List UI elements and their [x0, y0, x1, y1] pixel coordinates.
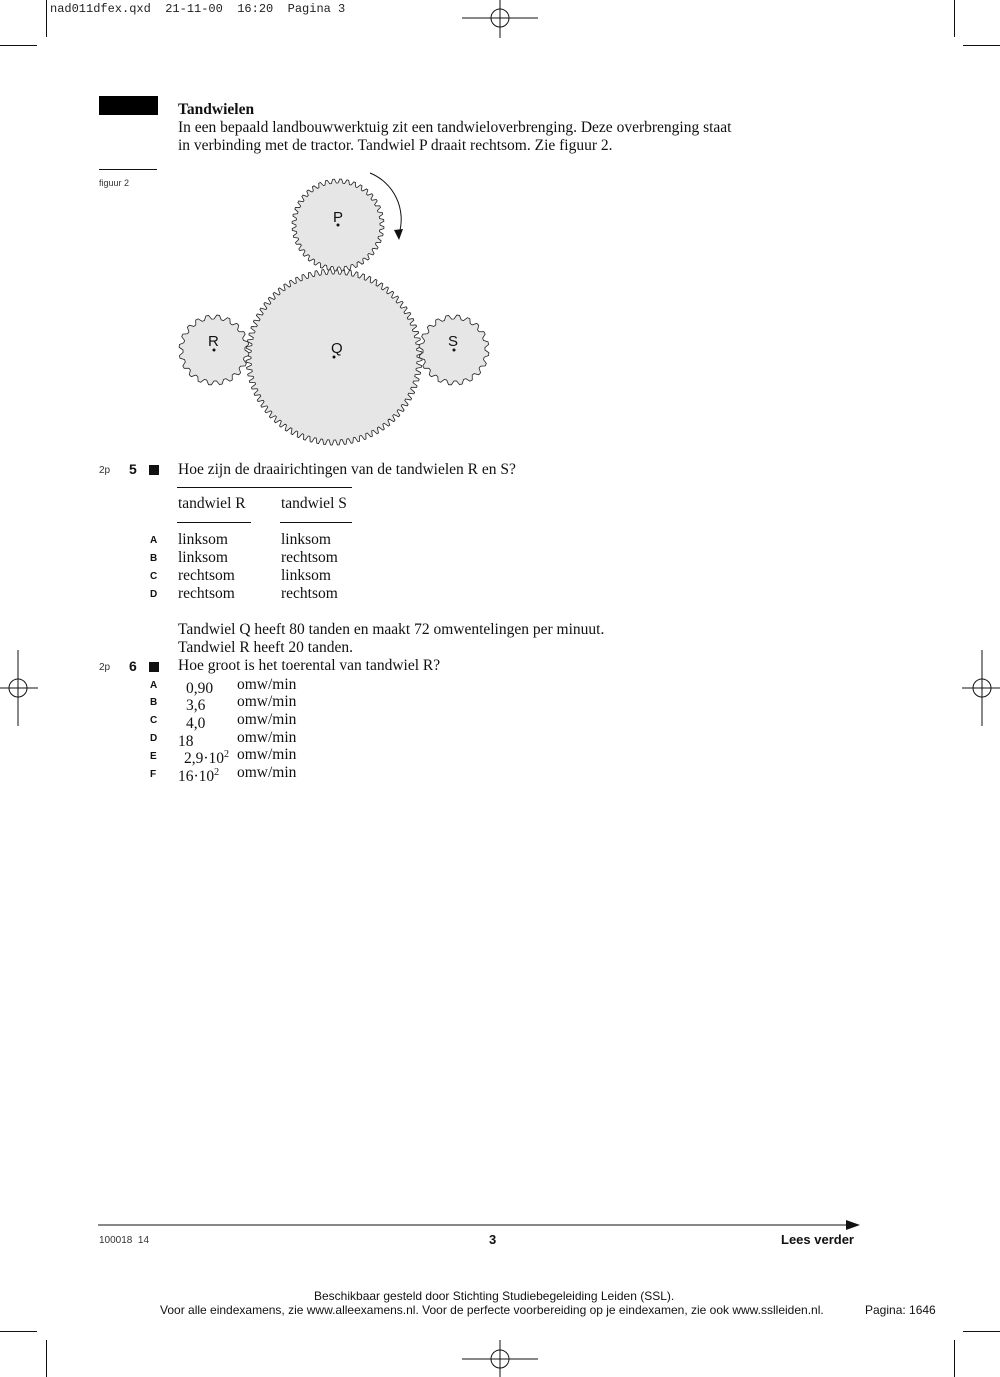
- footer-page-total: Pagina: 1646: [865, 1303, 936, 1317]
- option-number: 16·10: [178, 768, 215, 786]
- question-6-number: 6: [129, 658, 137, 674]
- section-title: Tandwielen: [178, 101, 255, 118]
- option-s: rechtsom: [281, 549, 338, 566]
- option-s: linksom: [281, 567, 331, 584]
- question-6-points: 2p: [99, 662, 111, 673]
- option-number: 4,0: [186, 715, 206, 733]
- crop-mark: [954, 1340, 955, 1377]
- crop-mark: [963, 45, 1000, 46]
- option-letter: D: [150, 589, 158, 600]
- question-6-intro-line-2: Tandwiel R heeft 20 tanden.: [178, 639, 353, 656]
- question-5-col-s-rule: [280, 522, 352, 523]
- crop-mark: [0, 45, 37, 46]
- footer-lees-verder: Lees verder: [781, 1232, 854, 1247]
- option-exponent: 2: [214, 767, 220, 778]
- option-r: rechtsom: [178, 567, 235, 584]
- option-unit: omw/min: [237, 693, 297, 710]
- footer-code: 100018 14: [99, 1235, 150, 1246]
- section-intro-line-2: in verbinding met de tractor. Tandwiel P draait rechtsom. Zie figuur 2.: [178, 137, 613, 154]
- figure-label-rule: [99, 169, 157, 170]
- option-unit: omw/min: [237, 764, 297, 781]
- option-letter: E: [150, 751, 157, 762]
- question-5-col-r: tandwiel R: [178, 495, 246, 512]
- option-s: linksom: [281, 531, 331, 548]
- option-unit: omw/min: [237, 746, 297, 763]
- section-intro-line-1: In een bepaald landbouwwerktuig zit een tandwieloverbrenging. Deze overbrenging staat: [178, 119, 732, 136]
- registration-mark-bottom: [462, 1340, 538, 1377]
- figure-label: figuur 2: [99, 178, 130, 188]
- option-exponent: 2: [224, 749, 230, 760]
- option-letter: B: [150, 553, 158, 564]
- option-letter: C: [150, 715, 158, 726]
- question-6-square: [149, 662, 159, 672]
- option-letter: C: [150, 571, 158, 582]
- option-unit: omw/min: [237, 729, 297, 746]
- question-5-square: [149, 465, 159, 475]
- option-number: 2,9·10: [184, 750, 225, 768]
- option-value: [178, 764, 219, 786]
- registration-mark-top: [462, 0, 538, 38]
- crop-mark: [0, 1331, 37, 1332]
- gear-label-q: Q: [331, 340, 343, 357]
- question-5-points: 2p: [99, 465, 111, 476]
- option-letter: D: [150, 733, 158, 744]
- question-6-intro-line-1: Tandwiel Q heeft 80 tanden en maakt 72 omwentelingen per minuut.: [178, 621, 605, 638]
- footer-credit-line-1: Beschikbaar gesteld door Stichting Studiebegeleiding Leiden (SSL).: [314, 1289, 675, 1303]
- option-unit: omw/min: [237, 676, 297, 693]
- question-6-text: Hoe groot is het toerental van tandwiel R?: [178, 657, 441, 674]
- option-number: 0,90: [186, 680, 214, 698]
- question-5-col-s: tandwiel S: [281, 495, 347, 512]
- gear-label-r: R: [208, 333, 219, 350]
- question-5-col-r-rule: [177, 522, 251, 523]
- crop-mark: [46, 0, 47, 37]
- option-s: rechtsom: [281, 585, 338, 602]
- registration-mark-left: [0, 650, 38, 726]
- question-5-text: Hoe zijn de draairichtingen van de tandwielen R en S?: [178, 461, 516, 478]
- registration-mark-right: [962, 650, 1000, 726]
- crop-mark: [963, 1331, 1000, 1332]
- option-letter: A: [150, 535, 158, 546]
- question-5-number: 5: [129, 461, 137, 477]
- section-marker-bar: [99, 96, 158, 115]
- option-letter: B: [150, 697, 158, 708]
- footer-page-number: 3: [489, 1232, 497, 1247]
- option-letter: F: [150, 769, 157, 780]
- file-slug: nad011dfex.qxd 21-11-00 16:20 Pagina 3: [50, 2, 346, 16]
- option-number: 3,6: [186, 697, 206, 715]
- gear-label-s: S: [448, 333, 459, 350]
- option-number: 18: [178, 733, 194, 751]
- option-r: linksom: [178, 531, 228, 548]
- crop-mark: [954, 0, 955, 37]
- crop-mark: [46, 1340, 47, 1377]
- footer-arrow-rule: [98, 1219, 862, 1231]
- rotation-arrow-head: [394, 229, 403, 240]
- question-5-table-top-rule: [177, 487, 352, 488]
- footer-credit-line-2: Voor alle eindexamens, zie www.alleexamens.nl. Voor de perfecte voorbereiding op je eindexamen, zie ook www.sslleiden.nl.: [160, 1303, 824, 1317]
- option-unit: omw/min: [237, 711, 297, 728]
- option-letter: A: [150, 680, 158, 691]
- option-r: rechtsom: [178, 585, 235, 602]
- gear-label-p: P: [333, 209, 344, 226]
- option-r: linksom: [178, 549, 228, 566]
